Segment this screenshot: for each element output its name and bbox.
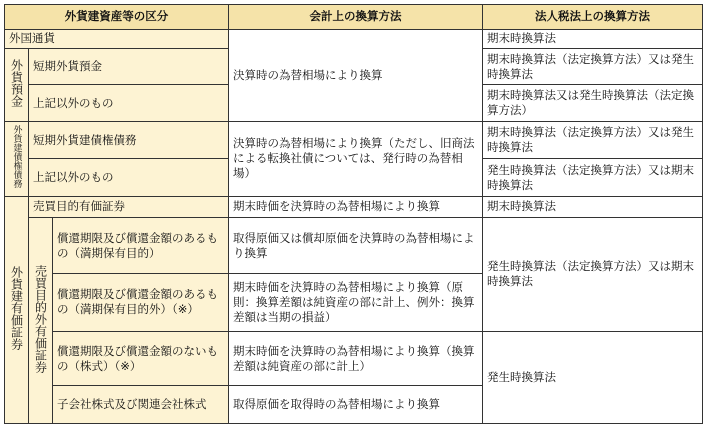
header-accounting: 会計上の換算方法 bbox=[229, 5, 483, 30]
row-foreign-currency bbox=[5, 29, 703, 48]
held-to-maturity-accounting: 取得原価又は償却原価を決算時の為替相場により換算 bbox=[229, 218, 483, 274]
affiliates-label: 子会社株式及び関連会社株式 bbox=[53, 386, 229, 424]
non-redeemable-accounting: 期末時価を決算時の為替相場により換算（換算差額は純資産の部に計上） bbox=[229, 331, 483, 386]
securities-group bbox=[5, 196, 29, 423]
row-securities-trading bbox=[5, 196, 703, 217]
receivables-other-tax: 発生時換算法（法定換算方法）又は期末時換算法 bbox=[483, 159, 703, 197]
foreign-currency-tax: 期末時換算法 bbox=[483, 29, 703, 48]
non-trading-group bbox=[29, 218, 53, 424]
header-tax: 法人税法上の換算方法 bbox=[483, 5, 703, 30]
deposits-group-label: 外貨預金 bbox=[9, 58, 24, 107]
deposits-other-tax: 期末時換算法又は発生時換算法（法定換算方法） bbox=[483, 85, 703, 121]
non-redeemable-label: 償還期限及び償還金額のないもの（株式）（※） bbox=[53, 331, 229, 386]
receivables-group-label: 外貨建債権債務 bbox=[11, 125, 22, 189]
redeemable-tax: 発生時換算法（法定換算方法）又は期末時換算法 bbox=[483, 218, 703, 332]
receivables-group bbox=[5, 121, 29, 196]
foreign-currency-label: 外国通貨 bbox=[5, 29, 229, 48]
header-row bbox=[5, 5, 703, 30]
other-redeemable-label: 償還期限及び償還金額のあるもの（満期保有目的外）（※） bbox=[53, 273, 229, 331]
deposits-short-tax: 期末時換算法（法定換算方法）又は発生時換算法 bbox=[483, 48, 703, 84]
trading-accounting: 期末時価を決算時の為替相場により換算 bbox=[229, 196, 483, 217]
receivables-short-tax: 期末時換算法（法定換算方法）又は発生時換算法 bbox=[483, 121, 703, 159]
affiliates-accounting: 取得原価を取得時の為替相場により換算 bbox=[229, 386, 483, 424]
equity-tax: 発生時換算法 bbox=[483, 331, 703, 423]
deposits-other-label: 上記以外のもの bbox=[29, 85, 229, 121]
receivables-short-label: 短期外貨建債権債務 bbox=[29, 121, 229, 159]
other-redeemable-accounting: 期末時価を決算時の為替相場により換算（原則：換算差額は純資産の部に計上、例外：換算差額は当期の損益） bbox=[229, 273, 483, 331]
trading-label: 売買目的有価証券 bbox=[29, 196, 229, 217]
row-receivables-short bbox=[5, 121, 703, 159]
non-trading-group-label: 売買目的外有価証券 bbox=[33, 264, 48, 373]
receivables-accounting: 決算時の為替相場により換算（ただし、旧商法による転換社債については、発行時の為替相場） bbox=[229, 121, 483, 196]
conversion-table bbox=[4, 4, 703, 424]
held-to-maturity-label: 償還期限及び償還金額のあるもの（満期保有目的） bbox=[53, 218, 229, 274]
row-held-to-maturity bbox=[5, 218, 703, 274]
deposits-accounting: 決算時の為替相場により換算 bbox=[229, 29, 483, 121]
header-category: 外貨建資産等の区分 bbox=[5, 5, 229, 30]
securities-group-label: 外貨建有価証券 bbox=[9, 265, 24, 350]
deposits-short-label: 短期外貨預金 bbox=[29, 48, 229, 84]
row-non-redeemable bbox=[5, 331, 703, 386]
receivables-other-label: 上記以外のもの bbox=[29, 159, 229, 197]
trading-tax: 期末時換算法 bbox=[483, 196, 703, 217]
deposits-group bbox=[5, 48, 29, 121]
